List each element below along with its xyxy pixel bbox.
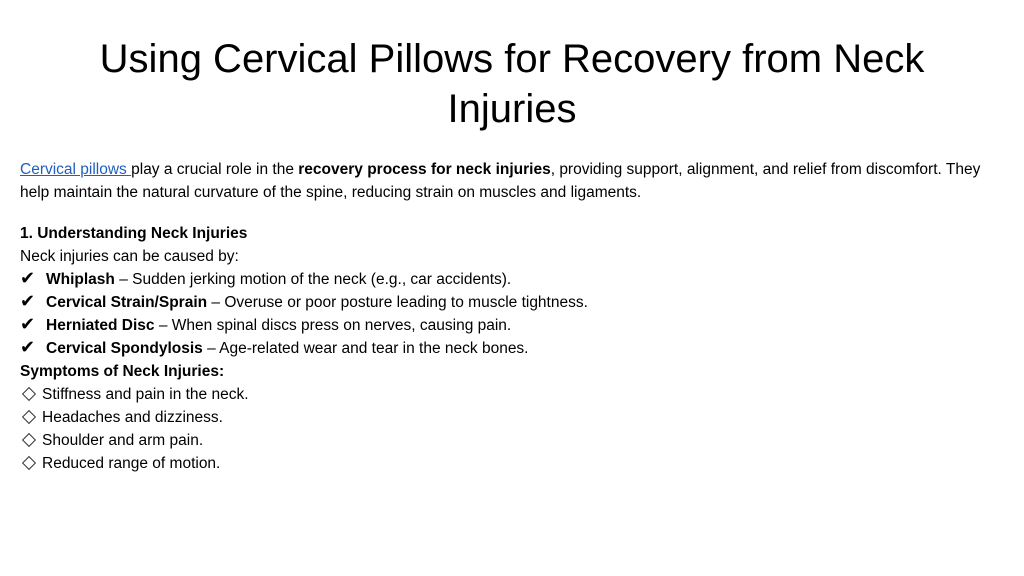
content-body [20, 158, 1010, 475]
list-item-term: Cervical Strain/Sprain [46, 294, 208, 311]
check-icon: ✔ [20, 291, 36, 311]
list-item-desc: – Sudden jerking motion of the neck (e.g., car accidents). [114, 271, 512, 288]
list-item-term: Cervical Spondylosis [46, 340, 203, 357]
symptom-item [20, 383, 1010, 406]
diamond-icon [22, 433, 36, 447]
symptom-item [20, 452, 1010, 475]
section-heading-text: 1. Understanding Neck Injuries [20, 225, 248, 242]
symptom-text: Reduced range of motion. [42, 455, 221, 472]
page-title: Using Cervical Pillows for Recovery from Neck Injuries [99, 37, 925, 131]
symptom-text: Shoulder and arm pain. [42, 432, 204, 449]
list-item-term: Whiplash [46, 271, 115, 288]
check-icon: ✔ [20, 314, 36, 334]
symptom-text: Stiffness and pain in the neck. [42, 386, 249, 403]
list-item-desc: – Overuse or poor posture leading to muscle tightness. [207, 294, 588, 311]
list-item [20, 314, 1010, 337]
symptoms-heading-text: Symptoms of Neck Injuries: [20, 363, 225, 380]
section-heading [20, 222, 1010, 245]
intro-text-2: , providing support, alignment, and relief from discomfort. They help maintain the natural curvature of the spine, reducing strain on muscles and ligaments. [20, 161, 981, 201]
check-icon: ✔ [20, 337, 36, 357]
list-item-term: Herniated Disc [46, 317, 155, 334]
symptom-text: Headaches and dizziness. [42, 409, 223, 426]
diamond-icon [22, 387, 36, 401]
symptom-item [20, 429, 1010, 452]
cervical-pillows-link[interactable]: Cervical pillows [20, 161, 132, 178]
section-subheading: Neck injuries can be caused by: [20, 248, 239, 265]
list-item-desc: – Age-related wear and tear in the neck bones. [202, 340, 529, 357]
list-item-desc: – When spinal discs press on nerves, causing pain. [154, 317, 512, 334]
intro-text-1: play a crucial role in the [131, 161, 299, 178]
intro-paragraph [20, 158, 1010, 204]
diamond-icon [22, 456, 36, 470]
list-item [20, 291, 1010, 314]
symptoms-heading [20, 360, 1010, 383]
list-item [20, 337, 1010, 360]
diamond-icon [22, 410, 36, 424]
check-icon: ✔ [20, 268, 36, 288]
intro-bold-text: recovery process for neck injuries [298, 161, 551, 178]
list-item [20, 268, 1010, 291]
symptom-item [20, 406, 1010, 429]
